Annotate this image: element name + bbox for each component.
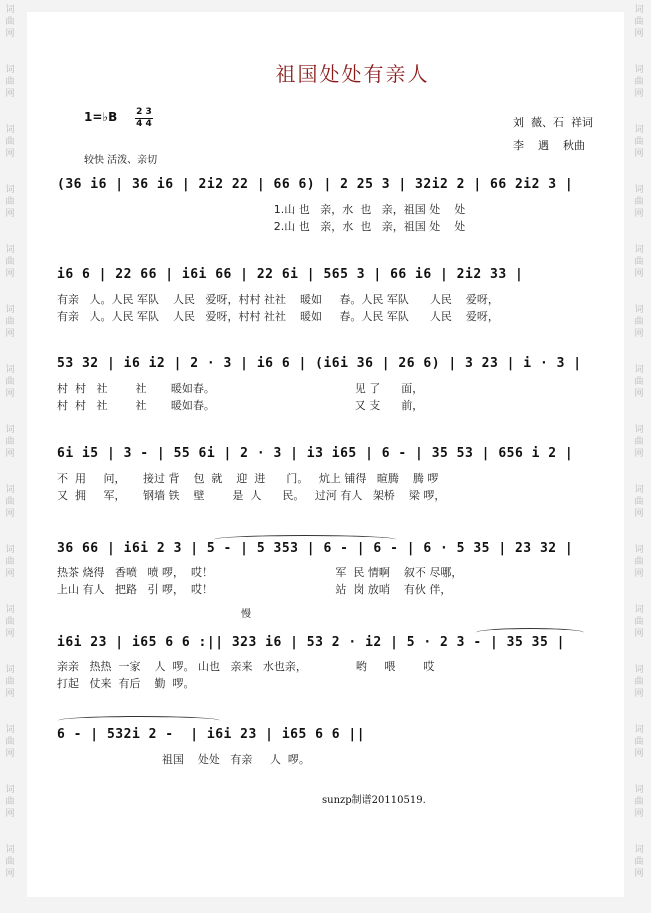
transcriber-signature: sunzp制谱20110519. [322, 795, 426, 806]
lyric-line-5a: 热茶 烧得 香喷 喷 啰， 哎！ 军 民 情啊 叙不 尽哪， [57, 566, 463, 579]
notation-line-4: 6i i5 | 3 - | 55 6i | 2 · 3 | i3 i65 | 6 - | 35 53 | 656 i 2 | [57, 446, 574, 461]
lyric-line-2a: 有亲 人。人民 军队 人民 爱呀，村村 社社 暖如 春。人民 军队 人民 爱呀， [57, 293, 499, 306]
watermark-left [3, 0, 17, 913]
credits [513, 111, 593, 157]
watermark-stamp: 词 曲 网 [5, 245, 15, 279]
notation-line-2: i6 6 | 22 66 | i6i 66 | 22 6i | 565 3 | 66 i6 | 2i2 33 | [57, 267, 524, 282]
notation-line-5: 36 66 | i6i 2 3 | 5 - | 5 353 | 6 - | 6 - | 6 · 5 35 | 23 32 | [57, 541, 574, 556]
watermark-stamp: 词 曲 网 [5, 305, 15, 339]
lyric-line-1a: 1.山 也 亲，水 也 亲，祖国 处 处 [57, 203, 466, 216]
watermark-stamp: 词 曲 网 [634, 665, 644, 699]
lyric-line-3b: 村 村 社 社 暖如春。 又 支 前， [57, 399, 424, 412]
watermark-stamp: 词 曲 网 [5, 485, 15, 519]
notation-line-6: i6i 23 | i65 6 6 :|| 323 i6 | 53 2 · i2 | 5 · 2 3 - | 35 35 | [57, 635, 565, 650]
notation-line-7: 6 - | 532i 2 - | i6i 23 | i65 6 6 || [57, 727, 366, 742]
watermark-stamp: 词 曲 网 [5, 65, 15, 99]
song-title: 祖国处处有亲人 [275, 62, 430, 86]
watermark-stamp: 词 曲 网 [5, 5, 15, 39]
time-signature-top: 2 3 [136, 107, 152, 117]
time-signature [135, 108, 153, 129]
tempo-change-marking: 慢 [241, 609, 251, 620]
watermark-stamp: 词 曲 网 [634, 845, 644, 879]
tie-arc [58, 716, 220, 725]
watermark-stamp: 词 曲 网 [634, 365, 644, 399]
watermark-stamp: 词 曲 网 [5, 125, 15, 159]
watermark-stamp: 词 曲 网 [5, 185, 15, 219]
composer-credit: 李 遇 秋曲 [513, 139, 585, 152]
time-signature-bottom: 4 4 [136, 119, 152, 129]
watermark-stamp: 词 曲 网 [634, 485, 644, 519]
watermark-stamp: 词 曲 网 [5, 425, 15, 459]
watermark-stamp: 词 曲 网 [5, 665, 15, 699]
lyric-line-1b: 2.山 也 亲，水 也 亲，祖国 处 处 [57, 220, 466, 233]
watermark-stamp: 词 曲 网 [5, 845, 15, 879]
lyric-line-5b: 上山 有人 把路 引 啰， 哎！ 站 岗 放哨 有伙 伴， [57, 583, 452, 596]
watermark-stamp: 词 曲 网 [634, 305, 644, 339]
notation-line-1: (36 i6 | 36 i6 | 2i2 22 | 66 6) | 2 25 3 | 32i2 2 | 66 2i2 3 | [57, 177, 574, 192]
lyric-line-4a: 不 用 问， 接过 背 包 就 迎 进 门。 炕上 铺得 暄腾 腾 啰 [57, 472, 439, 485]
lyricist-credit: 刘 薇、石 祥词 [513, 116, 593, 129]
watermark-right [632, 0, 646, 913]
watermark-stamp: 词 曲 网 [634, 605, 644, 639]
key-signature: 1=♭B [84, 110, 118, 124]
watermark-stamp: 词 曲 网 [634, 185, 644, 219]
lyric-line-7a: 祖国 处处 有亲 人 啰。 [57, 753, 310, 766]
watermark-stamp: 词 曲 网 [634, 125, 644, 159]
lyric-line-6b: 打起 仗来 有后 勤 啰。 [57, 677, 195, 690]
watermark-stamp: 词 曲 网 [634, 425, 644, 459]
watermark-stamp: 词 曲 网 [634, 5, 644, 39]
lyric-line-4b: 又 拥 军， 钢墙 铁 壁 是 人 民。 过河 有人 架桥 梁 啰， [57, 489, 446, 502]
watermark-stamp: 词 曲 网 [634, 725, 644, 759]
watermark-stamp: 词 曲 网 [634, 245, 644, 279]
watermark-stamp: 词 曲 网 [634, 785, 644, 819]
lyric-line-2b: 有亲 人。人民 军队 人民 爱呀，村村 社社 暖如 春。人民 军队 人民 爱呀， [57, 310, 499, 323]
watermark-stamp: 词 曲 网 [634, 65, 644, 99]
watermark-stamp: 词 曲 网 [5, 785, 15, 819]
watermark-stamp: 词 曲 网 [5, 725, 15, 759]
watermark-stamp: 词 曲 网 [634, 545, 644, 579]
notation-line-3: 53 32 | i6 i2 | 2 · 3 | i6 6 | (i6i 36 | 26 6) | 3 23 | i · 3 | [57, 356, 582, 371]
lyric-line-6a: 亲亲 热热 一家 人 啰。 山也 亲来 水也亲， 哟 喂 哎 [57, 660, 435, 673]
watermark-stamp: 词 曲 网 [5, 545, 15, 579]
watermark-stamp: 词 曲 网 [5, 605, 15, 639]
watermark-stamp: 词 曲 网 [5, 365, 15, 399]
lyric-line-3a: 村 村 社 社 暖如春。 见 了 面， [57, 382, 424, 395]
tempo-marking: 较快 活泼、亲切 [84, 155, 158, 166]
